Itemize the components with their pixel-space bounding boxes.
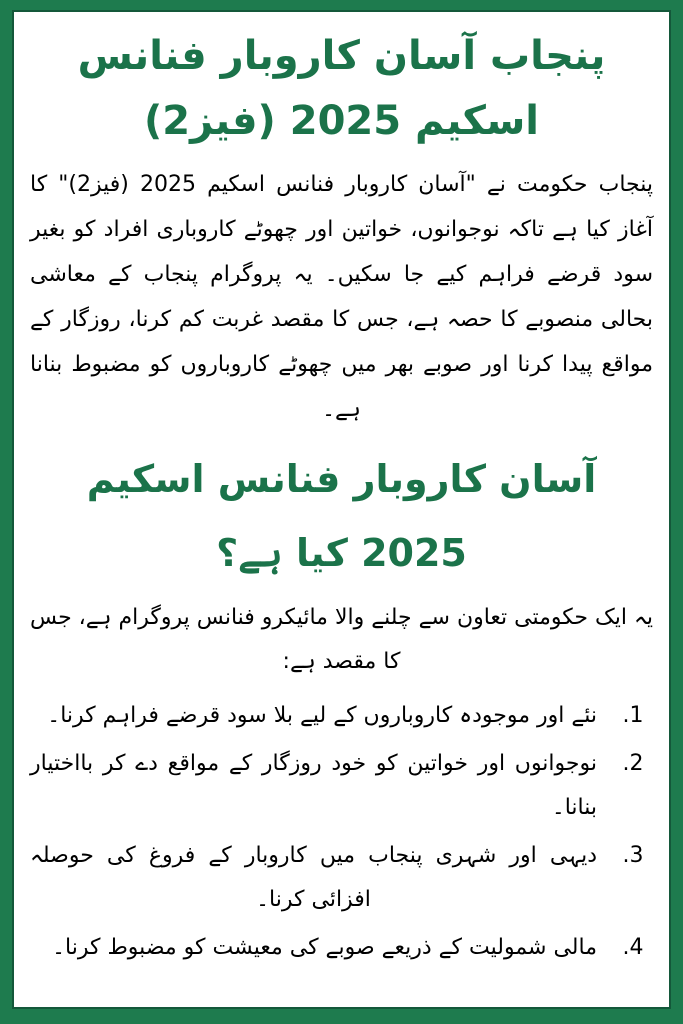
- objective-text-1: نئے اور موجودہ کاروباروں کے لیے بلا سود قرضے فراہم کرنا۔: [47, 703, 597, 729]
- section-heading-line-1: آسان کاروبار فنانس اسکیم: [86, 457, 597, 502]
- section-intro-paragraph: یہ ایک حکومتی تعاون سے چلنے والا مائیکرو فنانس پروگرام ہے، جس کا مقصد ہے:: [30, 605, 653, 675]
- objective-number-2: 2.: [622, 751, 644, 777]
- objective-item-4: [30, 926, 653, 970]
- objectives-list: [30, 694, 653, 970]
- content-card: [12, 10, 671, 1009]
- intro-paragraph: پنجاب حکومت نے "آسان کاروبار فنانس اسکیم 2025 (فیز2)" کا آغاز کیا ہے تاکہ نوجوانوں، خواتین اور چھوٹے کاروباری افراد کو بغیر سود قرضے فراہم کیے جا سکیں۔ یہ پروگرام پنجاب کے معاشی بحالی منصوبے کا حصہ ہے، جس کا مقصد غربت کم کرنا، روزگار کے مواقع پیدا کرنا اور صوبے بھر میں چھوٹے کاروباروں کو مضبوط بنانا ہے۔: [30, 171, 653, 423]
- section-heading: [30, 442, 653, 590]
- page-title-line-2: اسکیم 2025 (فیز2): [144, 97, 539, 144]
- objective-number-3: 3.: [622, 843, 644, 869]
- objective-item-3: [30, 834, 653, 922]
- section-heading-line-2: 2025 کیا ہے؟: [216, 531, 467, 576]
- objective-number-4: 4.: [622, 935, 644, 961]
- objective-item-1: [30, 694, 653, 738]
- objective-number-1: 1.: [622, 703, 644, 729]
- objective-text-4: مالی شمولیت کے ذریعے صوبے کی معیشت کو مضبوط کرنا۔: [52, 935, 597, 961]
- objective-item-2: [30, 742, 653, 830]
- objective-text-2: نوجوانوں اور خواتین کو خود روزگار کے مواقع دے کر بااختیار بنانا۔: [30, 751, 597, 821]
- page-title-line-1: پنجاب آسان کاروبار فنانس: [77, 33, 606, 79]
- objective-text-3: دیہی اور شہری پنجاب میں کاروبار کے فروغ کی حوصلہ افزائی کرنا۔: [30, 843, 597, 913]
- page-title: [30, 24, 653, 154]
